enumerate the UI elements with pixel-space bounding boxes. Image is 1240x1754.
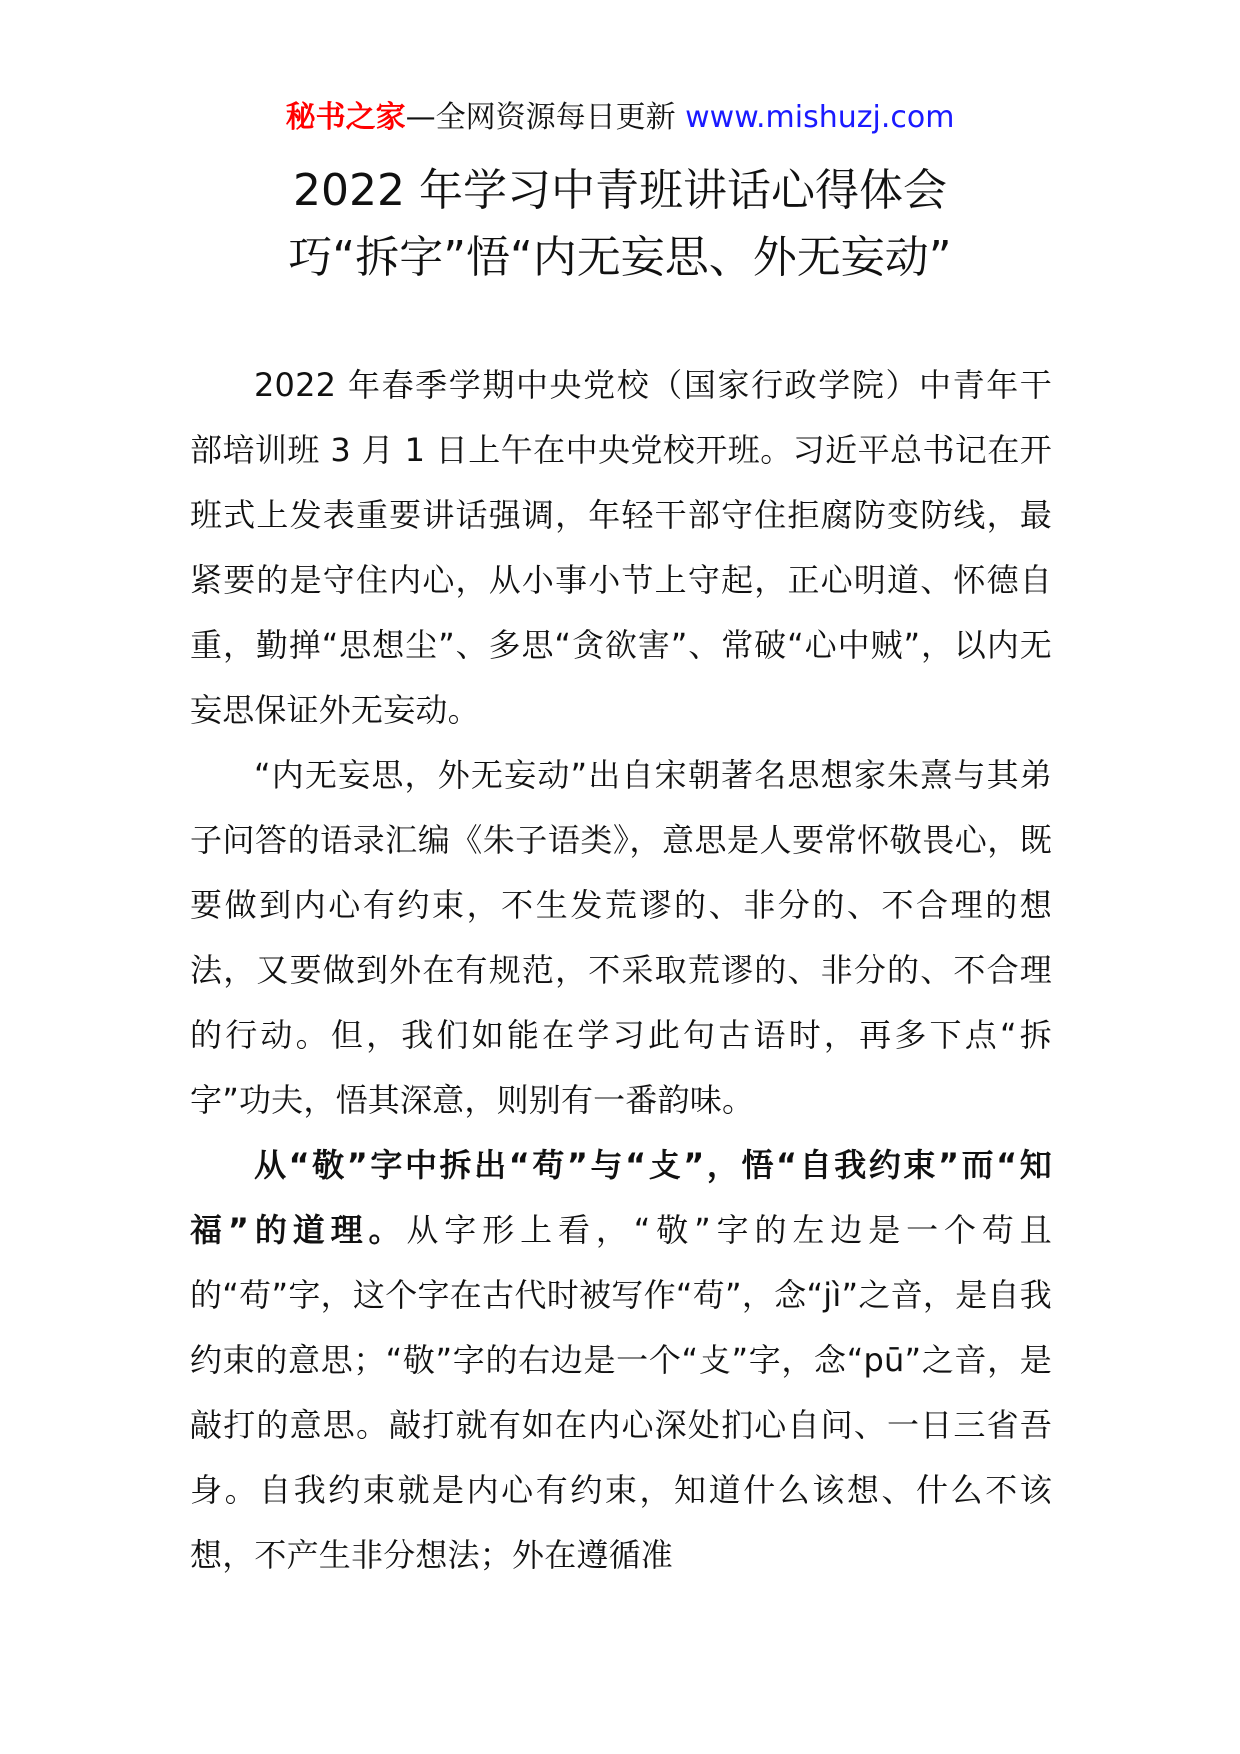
document-title: 2022 年学习中青班讲话心得体会	[293, 165, 947, 216]
paragraph-text: 从字形上看，“敬”字的左边是一个苟且的“苟”字，这个字在古代时被写作“苟”，念“jì”之音，是自我约束的意思；“敬”字的右边是一个“攴”字，念“pū”之音，是敲打的意思。敲打就有如在内心深处扪心自问、一日三省吾身。自我约束就是内心有约束，知道什么该想、什么不该想，不产生非分想法；外在遵循准	[190, 1211, 1052, 1574]
site-header	[0, 98, 1240, 138]
paragraph-text: “内无妄思，外无妄动”出自宋朝著名思想家朱熹与其弟子问答的语录汇编《朱子语类》，意思是人要常怀敬畏心，既要做到内心有约束，不生发荒谬的、非分的、不合理的想法，又要做到外在有规范，不采取荒谬的、非分的、不合理的行动。但，我们如能在学习此句古语时，再多下点“拆字”功夫，悟其深意，则别有一番韵味。	[190, 756, 1052, 1119]
section-heading: 从“敬”字中拆出“苟”与“攴”，悟“自我约束”而“知福”的道理。	[190, 1146, 1052, 1249]
brand-name: 秘书之家	[285, 100, 406, 135]
header-tagline: —全网资源每日更新	[405, 100, 686, 135]
paragraph-text: 2022 年春季学期中央党校（国家行政学院）中青年干部培训班 3 月 1 日上午在中央党校开班。习近平总书记在开班式上发表重要讲话强调，年轻干部守住拒腐防变防线，最紧要的是守住内心，从小事小节上守起，正心明道、怀德自重，勤掸“思想尘”、多思“贪欲害”、常破“心中贼”，以内无妄思保证外无妄动。	[190, 366, 1052, 729]
paragraph-2	[190, 743, 1052, 1133]
document-body	[190, 353, 1052, 1588]
paragraph-1	[190, 353, 1052, 743]
site-url-link[interactable]: www.mishuzj.com	[685, 100, 955, 135]
document-subtitle: 巧“拆字”悟“内无妄思、外无妄动”	[288, 232, 952, 283]
paragraph-3	[190, 1133, 1052, 1588]
